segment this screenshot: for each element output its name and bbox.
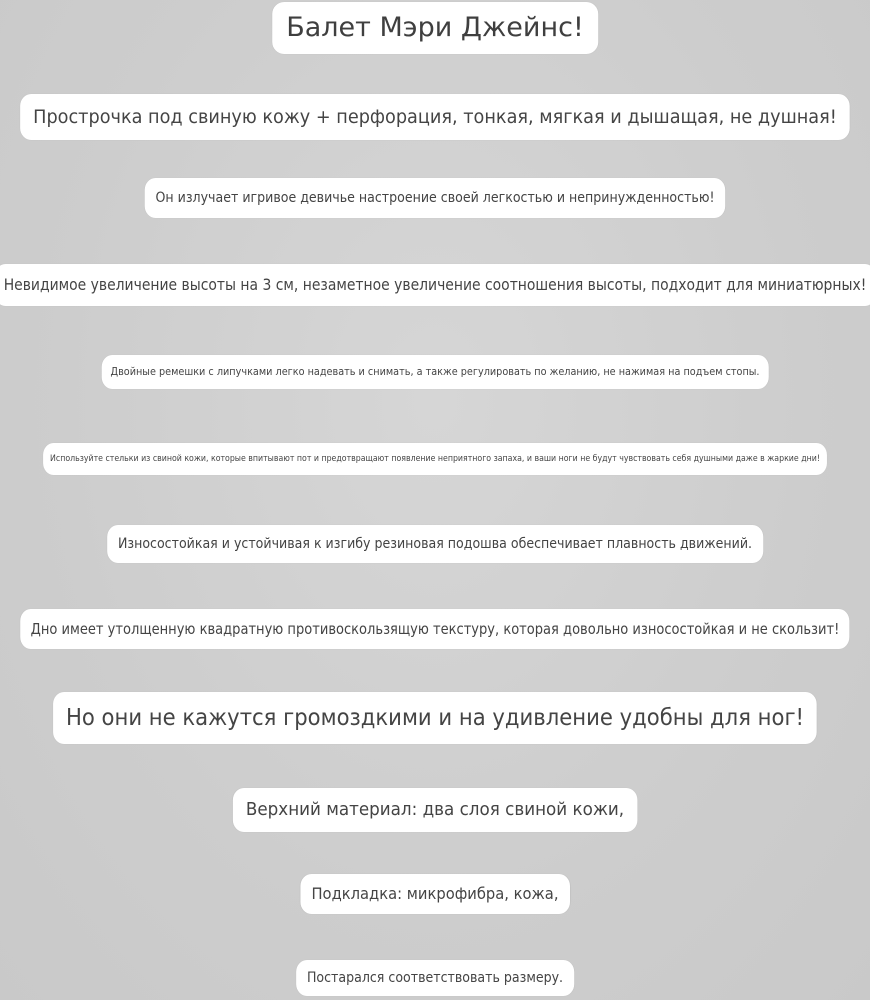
caption-height: Невидимое увеличение высоты на 3 см, незаметное увеличение соотношения высоты, подходит для миниатюрных! xyxy=(0,264,870,306)
caption-insoles: Используйте стельки из свиной кожи, которые впитывают пот и предотвращают появление неприятного запаха, и ваши ноги не будут чувствовать себя душными даже в жаркие дни! xyxy=(43,443,827,475)
caption-anti-slip-texture: Дно имеет утолщенную квадратную противоскользящую текстуру, которая довольно износостойкая и не скользит! xyxy=(20,609,850,649)
caption-upper-material: Верхний материал: два слоя свиной кожи, xyxy=(233,788,637,832)
caption-comfort: Но они не кажутся громоздкими и на удивление удобны для ног! xyxy=(53,692,817,744)
caption-straps: Двойные ремешки с липучками легко надевать и снимать, а также регулировать по желанию, не нажимая на подъем стопы. xyxy=(102,355,769,389)
caption-mood: Он излучает игривое девичье настроение своей легкостью и непринужденностью! xyxy=(145,178,726,218)
caption-perforation: Прострочка под свиную кожу + перфорация, тонкая, мягкая и дышащая, не душная! xyxy=(20,94,850,140)
caption-size-fit: Постарался соответствовать размеру. xyxy=(296,960,574,996)
caption-lining: Подкладка: микрофибра, кожа, xyxy=(300,874,569,914)
title-caption: Балет Мэри Джейнс! xyxy=(272,2,598,54)
caption-rubber-sole: Износостойкая и устойчивая к изгибу резиновая подошва обеспечивает плавность движений. xyxy=(107,525,763,563)
